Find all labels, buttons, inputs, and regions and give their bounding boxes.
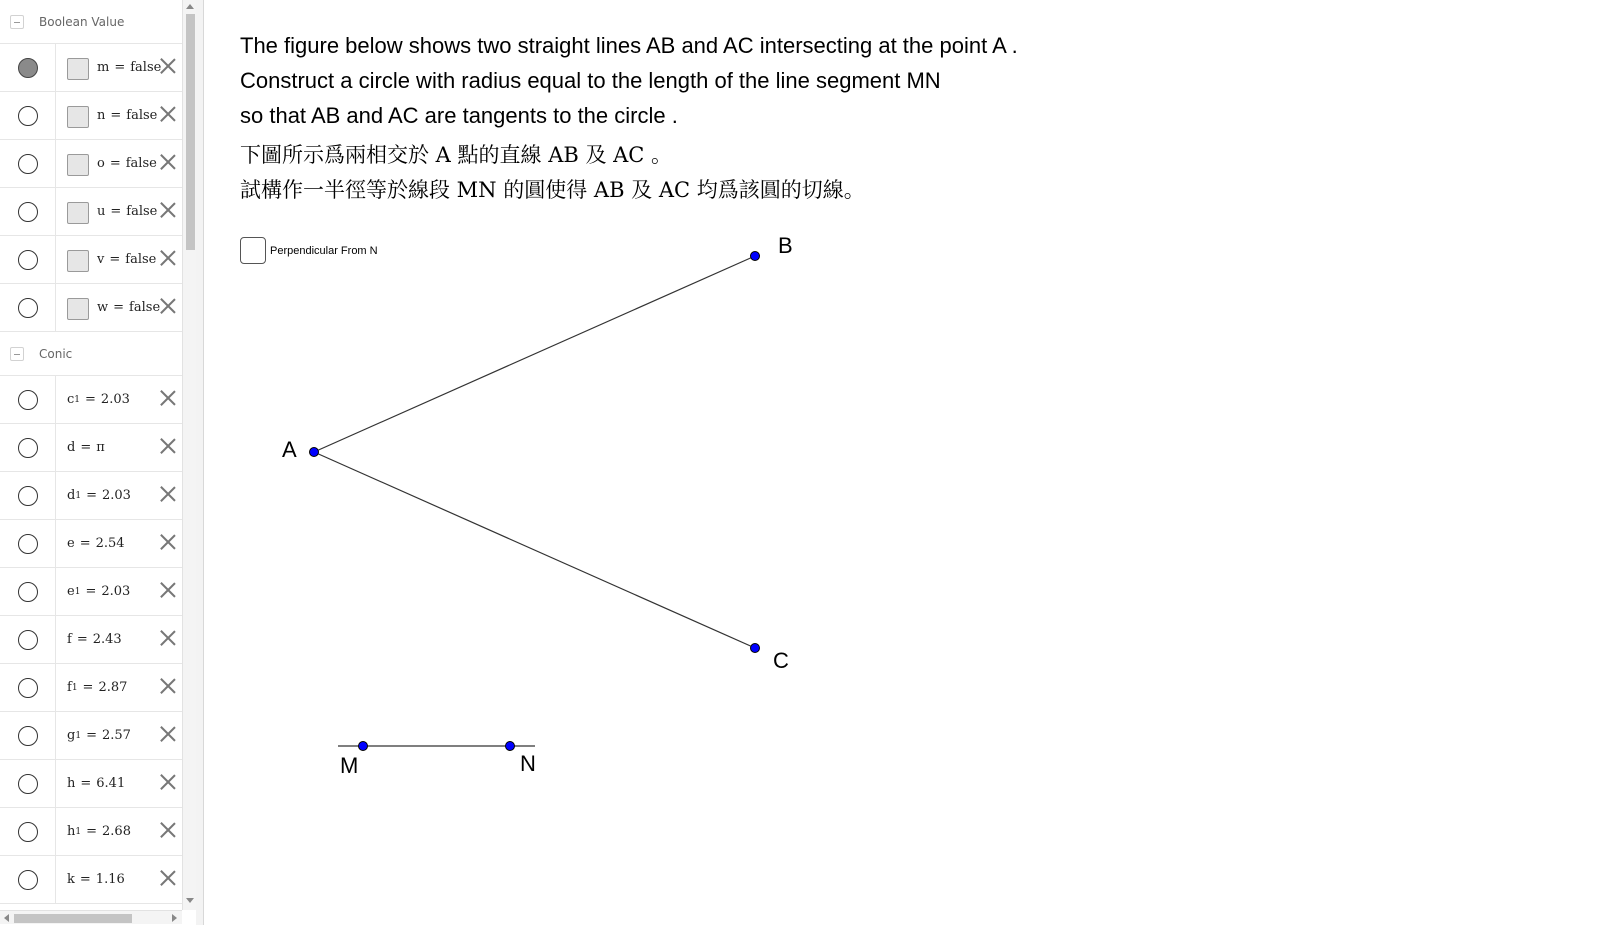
delete-icon[interactable] bbox=[158, 676, 178, 696]
marble-cell bbox=[0, 712, 56, 759]
conic-row-d-1[interactable] bbox=[0, 472, 184, 520]
group-title-conic: Conic bbox=[39, 346, 73, 361]
boolean-definition[interactable]: n = false bbox=[97, 108, 158, 123]
marble-cell bbox=[0, 188, 56, 235]
visibility-toggle-icon[interactable] bbox=[18, 726, 38, 746]
collapse-icon[interactable] bbox=[10, 347, 24, 361]
conic-definition[interactable]: d 1 = 2.03 bbox=[67, 488, 131, 503]
delete-icon[interactable] bbox=[158, 628, 178, 648]
delete-icon[interactable] bbox=[158, 152, 178, 172]
visibility-toggle-icon[interactable] bbox=[18, 822, 38, 842]
boolean-checkbox-o[interactable] bbox=[67, 154, 89, 176]
scroll-thumb-horizontal[interactable] bbox=[14, 914, 132, 923]
boolean-definition[interactable]: w = false bbox=[97, 300, 161, 315]
boolean-row-o[interactable] bbox=[0, 140, 184, 188]
boolean-row-n[interactable] bbox=[0, 92, 184, 140]
visibility-toggle-icon[interactable] bbox=[18, 202, 38, 222]
boolean-checkbox-w[interactable] bbox=[67, 298, 89, 320]
segment-AC[interactable] bbox=[314, 452, 755, 648]
conic-definition[interactable]: c 1 = 2.03 bbox=[67, 392, 130, 407]
boolean-checkbox-n[interactable] bbox=[67, 106, 89, 128]
marble-cell bbox=[0, 568, 56, 615]
group-header-conic[interactable] bbox=[0, 332, 184, 376]
task-text-line-2: Construct a circle with radius equal to the length of the line segment MN bbox=[240, 68, 941, 93]
delete-icon[interactable] bbox=[158, 388, 178, 408]
scroll-right-icon[interactable] bbox=[172, 914, 177, 922]
graphics-view[interactable] bbox=[204, 0, 1600, 945]
marble-cell bbox=[0, 376, 56, 423]
delete-icon[interactable] bbox=[158, 820, 178, 840]
conic-definition[interactable]: e 1 = 2.03 bbox=[67, 584, 131, 599]
conic-definition[interactable]: f = 2.43 bbox=[67, 632, 122, 647]
visibility-toggle-icon[interactable] bbox=[18, 582, 38, 602]
conic-definition[interactable]: h 1 = 2.68 bbox=[67, 824, 131, 839]
scroll-up-icon[interactable] bbox=[186, 4, 194, 9]
delete-icon[interactable] bbox=[158, 200, 178, 220]
marble-cell bbox=[0, 856, 56, 903]
delete-icon[interactable] bbox=[158, 248, 178, 268]
marble-cell bbox=[0, 520, 56, 567]
label-M: M bbox=[340, 753, 359, 778]
marble-cell bbox=[0, 284, 56, 331]
boolean-definition[interactable]: v = false bbox=[97, 252, 157, 267]
delete-icon[interactable] bbox=[158, 772, 178, 792]
conic-row-f[interactable] bbox=[0, 616, 184, 664]
boolean-checkbox-v[interactable] bbox=[67, 250, 89, 272]
visibility-toggle-icon[interactable] bbox=[18, 154, 38, 174]
conic-definition[interactable]: d = π bbox=[67, 440, 105, 455]
visibility-toggle-icon[interactable] bbox=[18, 106, 38, 126]
boolean-definition[interactable]: u = false bbox=[97, 204, 158, 219]
scroll-thumb[interactable] bbox=[186, 14, 195, 250]
marble-cell bbox=[0, 760, 56, 807]
conic-definition[interactable]: g 1 = 2.57 bbox=[67, 728, 131, 743]
scroll-left-icon[interactable] bbox=[4, 914, 9, 922]
task-text-line-1: The figure below shows two straight lines AB and AC intersecting at the point A . bbox=[240, 33, 1018, 58]
marble-cell bbox=[0, 808, 56, 855]
conic-row-e[interactable] bbox=[0, 520, 184, 568]
delete-icon[interactable] bbox=[158, 436, 178, 456]
boolean-row-v[interactable] bbox=[0, 236, 184, 284]
conic-row-k[interactable] bbox=[0, 856, 184, 904]
conic-definition[interactable]: h = 6.41 bbox=[67, 776, 126, 791]
label-B: B bbox=[778, 233, 793, 258]
delete-icon[interactable] bbox=[158, 484, 178, 504]
visibility-toggle-icon[interactable] bbox=[18, 390, 38, 410]
marble-cell bbox=[0, 92, 56, 139]
visibility-toggle-icon[interactable] bbox=[18, 486, 38, 506]
conic-definition[interactable]: e = 2.54 bbox=[67, 536, 125, 551]
visibility-toggle-icon[interactable] bbox=[18, 58, 38, 78]
task-text-line-5-chinese: 試構作一半徑等於線段 MN 的圓使得 AB 及 AC 均爲該圓的切線。 bbox=[240, 178, 865, 202]
conic-row-e-1[interactable] bbox=[0, 568, 184, 616]
conic-definition[interactable]: f 1 = 2.87 bbox=[67, 680, 128, 695]
point-A[interactable] bbox=[310, 448, 319, 457]
vertical-scrollbar[interactable] bbox=[182, 0, 196, 910]
visibility-toggle-icon[interactable] bbox=[18, 774, 38, 794]
boolean-checkbox-m[interactable] bbox=[67, 58, 89, 80]
boolean-row-m[interactable] bbox=[0, 44, 184, 92]
visibility-toggle-icon[interactable] bbox=[18, 870, 38, 890]
marble-cell bbox=[0, 472, 56, 519]
point-M[interactable] bbox=[359, 742, 368, 751]
geometry-canvas[interactable] bbox=[204, 0, 1600, 945]
point-N[interactable] bbox=[506, 742, 515, 751]
delete-icon[interactable] bbox=[158, 868, 178, 888]
group-header-boolean[interactable] bbox=[0, 0, 184, 44]
visibility-toggle-icon[interactable] bbox=[18, 298, 38, 318]
algebra-list bbox=[0, 0, 184, 904]
boolean-row-u[interactable] bbox=[0, 188, 184, 236]
boolean-checkbox-u[interactable] bbox=[67, 202, 89, 224]
delete-icon[interactable] bbox=[158, 56, 178, 76]
point-C[interactable] bbox=[751, 644, 760, 653]
conic-row-h-1[interactable] bbox=[0, 808, 184, 856]
perpendicular-checkbox-label: Perpendicular From N bbox=[270, 244, 378, 257]
delete-icon[interactable] bbox=[158, 104, 178, 124]
conic-definition[interactable]: k = 1.16 bbox=[67, 872, 125, 887]
visibility-toggle-icon[interactable] bbox=[18, 250, 38, 270]
task-text-line-4-chinese: 下圖所示爲兩相交於 A 點的直線 AB 及 AC 。 bbox=[240, 143, 673, 167]
horizontal-scrollbar[interactable] bbox=[0, 910, 182, 924]
boolean-definition[interactable]: m = false bbox=[97, 60, 162, 75]
boolean-definition[interactable]: o = false bbox=[97, 156, 157, 171]
marble-cell bbox=[0, 236, 56, 283]
conic-row-h[interactable] bbox=[0, 760, 184, 808]
visibility-toggle-icon[interactable] bbox=[18, 438, 38, 458]
delete-icon[interactable] bbox=[158, 580, 178, 600]
visibility-toggle-icon[interactable] bbox=[18, 630, 38, 650]
marble-cell bbox=[0, 140, 56, 187]
task-text-line-3: so that AB and AC are tangents to the circle . bbox=[240, 103, 678, 128]
delete-icon[interactable] bbox=[158, 296, 178, 316]
point-B[interactable] bbox=[751, 252, 760, 261]
conic-row-g-1[interactable] bbox=[0, 712, 184, 760]
visibility-toggle-icon[interactable] bbox=[18, 678, 38, 698]
group-title-boolean: Boolean Value bbox=[39, 14, 125, 29]
marble-cell bbox=[0, 664, 56, 711]
label-C: C bbox=[773, 648, 789, 673]
marble-cell bbox=[0, 424, 56, 471]
marble-cell bbox=[0, 44, 56, 91]
label-N: N bbox=[520, 751, 536, 776]
marble-cell bbox=[0, 616, 56, 663]
boolean-row-w[interactable] bbox=[0, 284, 184, 332]
algebra-view bbox=[0, 0, 196, 945]
delete-icon[interactable] bbox=[158, 724, 178, 744]
conic-row-d[interactable] bbox=[0, 424, 184, 472]
label-A: A bbox=[282, 437, 297, 462]
collapse-icon[interactable] bbox=[10, 15, 24, 29]
scroll-down-icon[interactable] bbox=[186, 898, 194, 903]
visibility-toggle-icon[interactable] bbox=[18, 534, 38, 554]
delete-icon[interactable] bbox=[158, 532, 178, 552]
segment-AB[interactable] bbox=[314, 256, 755, 452]
conic-row-f-1[interactable] bbox=[0, 664, 184, 712]
view-divider[interactable] bbox=[196, 0, 204, 925]
conic-row-c-1[interactable] bbox=[0, 376, 184, 424]
